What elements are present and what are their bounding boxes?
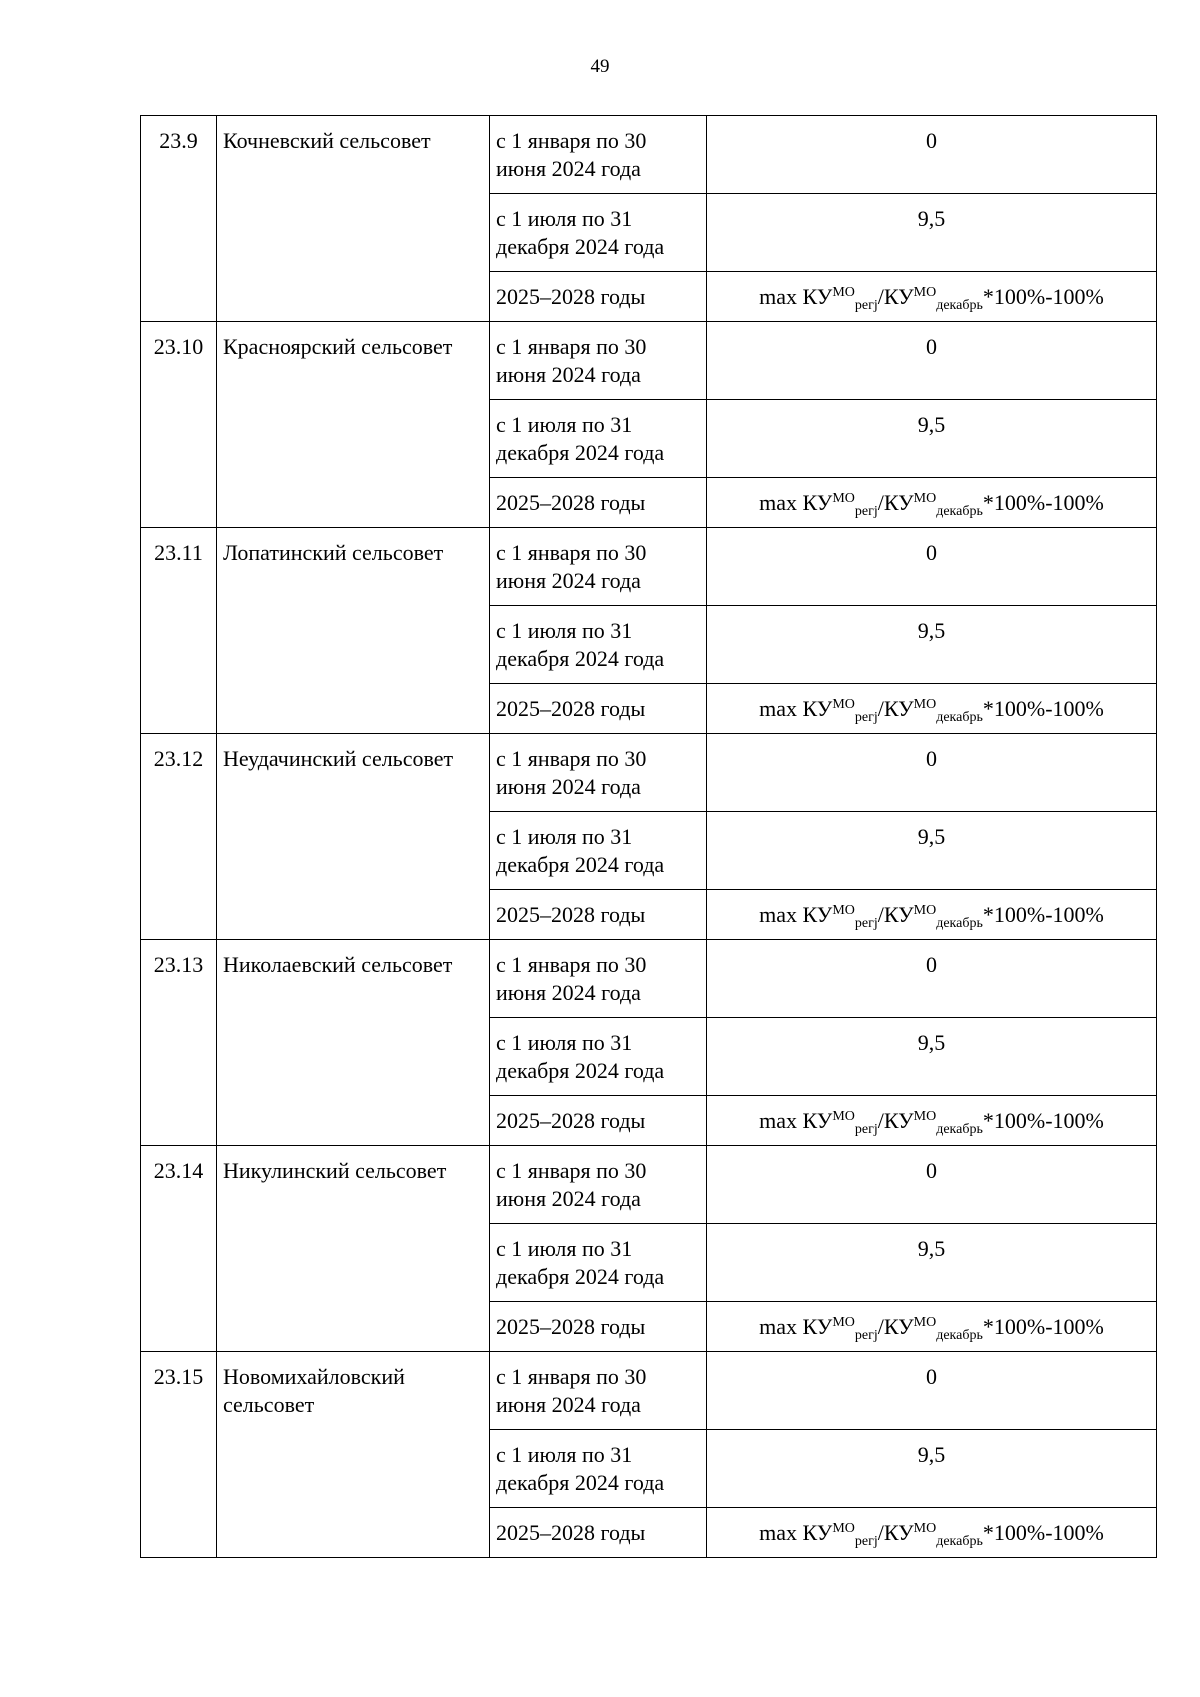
formula-text [759,1108,1104,1137]
table-row [141,734,1157,812]
formula-subscript: декабрь [936,916,983,931]
formula-subscript: регj [854,1122,878,1137]
formula-subscript: декабрь [936,1122,983,1137]
period-label: 2025–2028 годы [490,684,707,734]
period-label: 2025–2028 годы [490,1096,707,1146]
formula-superscript: МО [832,491,855,506]
index-value: 9,5 [707,812,1157,890]
formula-subscript: регj [854,1328,878,1343]
period-label: 2025–2028 годы [490,890,707,940]
index-value: 0 [707,116,1157,194]
formula-divider: /КУ [877,284,914,309]
formula-superscript: МО [832,1109,855,1124]
settlement-name: Кочневский сельсовет [217,116,490,322]
row-number: 23.13 [141,940,217,1146]
row-number: 23.10 [141,322,217,528]
formula-subscript: декабрь [936,1534,983,1549]
formula-text [759,1314,1104,1343]
period-label: с 1 января по 30 июня 2024 года [490,528,707,606]
formula-text [759,490,1104,519]
index-value: 9,5 [707,1018,1157,1096]
period-label: с 1 января по 30 июня 2024 года [490,1352,707,1430]
formula-superscript: МО [832,903,855,918]
formula-superscript: МО [832,1521,855,1536]
formula-superscript: МО [913,1109,937,1124]
period-label: с 1 июля по 31 декабря 2024 года [490,606,707,684]
formula-subscript: регj [854,504,878,519]
formula-superscript: МО [913,285,937,300]
formula-suffix: *100%-100% [982,696,1104,721]
formula-divider: /КУ [877,1314,914,1339]
formula-divider: /КУ [877,1520,914,1545]
period-label: 2025–2028 годы [490,1302,707,1352]
row-number: 23.12 [141,734,217,940]
formula-superscript: МО [913,491,937,506]
formula-superscript: МО [913,1315,937,1330]
table-body [141,116,1157,1558]
formula-suffix: *100%-100% [982,902,1104,927]
index-formula [707,478,1157,528]
formula-suffix: *100%-100% [982,1108,1104,1133]
formula-divider: /КУ [877,902,914,927]
index-value: 0 [707,322,1157,400]
row-number: 23.14 [141,1146,217,1352]
formula-divider: /КУ [877,1108,914,1133]
settlement-name: Неудачинский сельсовет [217,734,490,940]
period-label: с 1 июля по 31 декабря 2024 года [490,1018,707,1096]
index-formula [707,1302,1157,1352]
index-formula [707,272,1157,322]
formula-suffix: *100%-100% [982,284,1104,309]
formula-superscript: МО [913,903,937,918]
formula-prefix: max КУ [759,1108,833,1133]
formula-text [759,902,1104,931]
table-row [141,1146,1157,1224]
table-row [141,1352,1157,1430]
formula-divider: /КУ [877,696,914,721]
formula-subscript: регj [854,710,878,725]
index-value: 9,5 [707,1224,1157,1302]
period-label: с 1 января по 30 июня 2024 года [490,322,707,400]
page-number: 49 [590,56,610,77]
period-label: с 1 июля по 31 декабря 2024 года [490,400,707,478]
formula-suffix: *100%-100% [982,490,1104,515]
row-number: 23.9 [141,116,217,322]
formula-text [759,284,1104,313]
formula-prefix: max КУ [759,696,833,721]
settlement-name: Красноярский сельсовет [217,322,490,528]
table-row [141,116,1157,194]
row-number: 23.15 [141,1352,217,1558]
settlement-name: Лопатинский сельсовет [217,528,490,734]
index-value: 0 [707,734,1157,812]
formula-subscript: декабрь [936,504,983,519]
formula-divider: /КУ [877,490,914,515]
formula-subscript: декабрь [936,298,983,313]
formula-text [759,1520,1104,1549]
settlement-name: Новомихайловский сельсовет [217,1352,490,1558]
period-label: с 1 января по 30 июня 2024 года [490,940,707,1018]
index-value: 9,5 [707,194,1157,272]
period-label: 2025–2028 годы [490,478,707,528]
index-value: 9,5 [707,1430,1157,1508]
index-formula [707,684,1157,734]
index-value: 9,5 [707,400,1157,478]
period-label: с 1 января по 30 июня 2024 года [490,734,707,812]
formula-subscript: регj [854,916,878,931]
period-label: с 1 июля по 31 декабря 2024 года [490,194,707,272]
index-value: 9,5 [707,606,1157,684]
formula-superscript: МО [832,285,855,300]
formula-prefix: max КУ [759,490,833,515]
formula-subscript: декабрь [936,710,983,725]
table-row [141,322,1157,400]
index-formula [707,1508,1157,1558]
index-value: 0 [707,528,1157,606]
formula-text [759,696,1104,725]
period-label: с 1 января по 30 июня 2024 года [490,1146,707,1224]
table-row [141,528,1157,606]
formula-superscript: МО [913,697,937,712]
settlement-name: Никулинский сельсовет [217,1146,490,1352]
formula-prefix: max КУ [759,902,833,927]
formula-suffix: *100%-100% [982,1314,1104,1339]
period-label: с 1 января по 30 июня 2024 года [490,116,707,194]
row-number: 23.11 [141,528,217,734]
index-value: 0 [707,1352,1157,1430]
formula-subscript: декабрь [936,1328,983,1343]
index-formula [707,890,1157,940]
settlement-name: Николаевский сельсовет [217,940,490,1146]
formula-subscript: регj [854,1534,878,1549]
formula-prefix: max КУ [759,1314,833,1339]
period-label: с 1 июля по 31 декабря 2024 года [490,1224,707,1302]
index-value: 0 [707,1146,1157,1224]
period-label: 2025–2028 годы [490,272,707,322]
formula-suffix: *100%-100% [982,1520,1104,1545]
period-label: с 1 июля по 31 декабря 2024 года [490,1430,707,1508]
formula-superscript: МО [832,1315,855,1330]
formula-superscript: МО [913,1521,937,1536]
formula-prefix: max КУ [759,1520,833,1545]
period-label: 2025–2028 годы [490,1508,707,1558]
formula-superscript: МО [832,697,855,712]
table-row [141,940,1157,1018]
formula-prefix: max КУ [759,284,833,309]
tariff-table [140,115,1157,1558]
formula-subscript: регj [854,298,878,313]
index-formula [707,1096,1157,1146]
period-label: с 1 июля по 31 декабря 2024 года [490,812,707,890]
index-value: 0 [707,940,1157,1018]
